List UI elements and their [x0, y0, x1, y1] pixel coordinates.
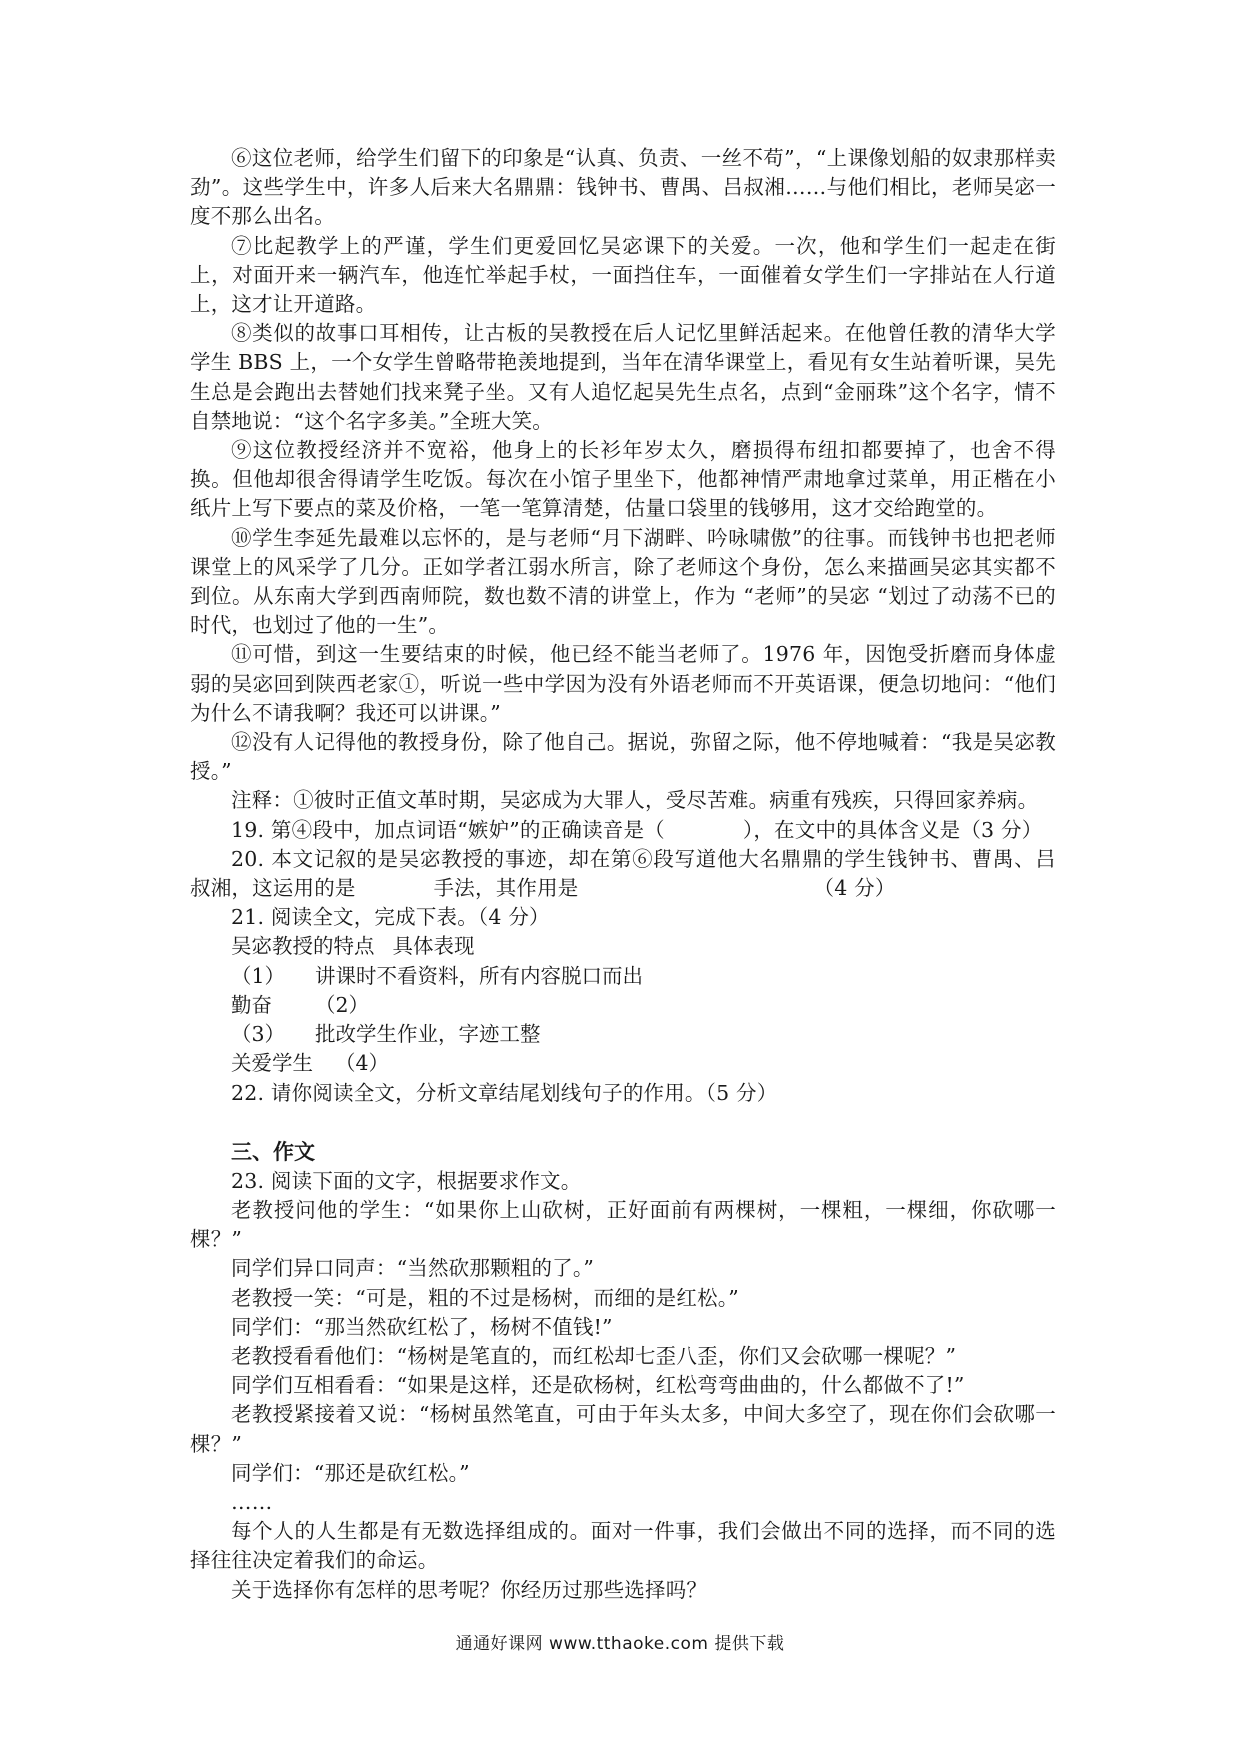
essay-line: 同学们异口同声：“当然砍那颗粗的了。” — [231, 1256, 595, 1281]
essay-line: 同学们：“那还是砍红松。” — [231, 1460, 470, 1485]
paragraph-9: ⑨这位教授经济并不宽裕，他身上的长衫年岁太久，磨损得布纽扣都要掉了，也舍不得换。但他却很舍得请学生吃饭。每次在小馆子里坐下，他都神情严肃地拿过菜单，用正楷在小纸片上写下要点的菜及价格，一笔一笔算清楚，估量口袋里的钱够用，这才交给跑堂的。 — [190, 438, 1056, 521]
question-20-score: （4 分） — [813, 876, 896, 901]
question-20-part-b: 手法，其作用是 — [433, 876, 579, 901]
table-cell-evidence[interactable]: （2） — [315, 992, 370, 1017]
table-cell-trait[interactable]: （3） — [231, 1022, 286, 1047]
paragraph-8: ⑧类似的故事口耳相传，让古板的吴教授在后人记忆里鲜活起来。在他曾任教的清华大学学生 BBS 上，一个女学生曾略带艳羡地提到，当年在清华课堂上，看见有女生站着听课，吴先生总是会跑出去替她们找来凳子坐。又有人追忆起吴先生点名，点到“金丽珠”这个名字，情不自禁地说：“这个名字多美。”全班大笑。 — [190, 321, 1056, 433]
question-21: 21. 阅读全文，完成下表。（4 分） — [231, 905, 550, 930]
table-header-evidence: 具体表现 — [392, 934, 475, 959]
essay-line: …… — [231, 1489, 273, 1514]
question-19-part-a: 19. 第④段中，加点词语“嫉妒”的正确读音是（ — [231, 817, 665, 842]
table-header-trait: 吴宓教授的特点 — [231, 934, 375, 959]
table-row — [190, 991, 1056, 1020]
table-cell-trait[interactable]: （1） — [231, 963, 286, 988]
essay-line: 同学们：“那当然砍红松了，杨树不值钱!” — [231, 1314, 613, 1339]
essay-line: 老教授一笑：“可是，粗的不过是杨树，而细的是红松。” — [231, 1285, 739, 1310]
question-23: 23. 阅读下面的文字，根据要求作文。 — [231, 1168, 582, 1193]
essay-line: 老教授问他的学生：“如果你上山砍树，正好面前有两棵树，一棵粗，一棵细，你砍哪一棵？” — [190, 1197, 1056, 1252]
paragraph-6: ⑥这位老师，给学生们留下的印象是“认真、负责、一丝不苟”，“上课像划船的奴隶那样卖劲”。这些学生中，许多人后来大名鼎鼎：钱钟书、曹禺、吕叔湘……与他们相比，老师吴宓一度不那么出名。 — [190, 146, 1056, 229]
section-title-essay: 三、作文 — [231, 1139, 315, 1164]
question-22: 22. 请你阅读全文，分析文章结尾划线句子的作用。（5 分） — [231, 1080, 778, 1105]
paragraph-10: ⑩学生李延先最难以忘怀的，是与老师“月下湖畔、吟咏啸傲”的往事。而钱钟书也把老师课堂上的风采学了几分。正如学者江弱水所言，除了老师这个身份，怎么来描画吴宓其实都不到位。从东南大学到西南师院，数也数不清的讲堂上，作为 “老师”的吴宓 “划过了动荡不已的时代，也划过了他的一生”。 — [190, 525, 1056, 638]
essay-line: 关于选择你有怎样的思考呢？你经历过那些选择吗？ — [231, 1577, 708, 1602]
table-header-row — [190, 932, 1056, 961]
table-cell-evidence[interactable]: （4） — [335, 1051, 390, 1076]
question-20 — [190, 845, 1056, 903]
table-row — [190, 1049, 1056, 1078]
question-19-part-b: ），在文中的具体含义是（3 分） — [742, 817, 1043, 842]
table-row — [190, 1020, 1056, 1049]
paragraph-12: ⑫没有人记得他的教授身份，除了他自己。据说，弥留之际，他不停地喊着：“我是吴宓教授。” — [190, 730, 1056, 784]
question-20-part-a: 20. 本文记叙的是吴宓教授的事迹，却在第⑥段写道他大名鼎鼎的学生钱钟书、曹禺、吕叔湘，这运用的是 — [190, 846, 1056, 901]
table-header-spacer — [375, 932, 393, 961]
table-cell-evidence: 批改学生作业，字迹工整 — [315, 1022, 541, 1047]
table-row — [190, 962, 1056, 991]
essay-line: 同学们互相看看：“如果是这样，还是砍杨树，红松弯弯曲曲的，什么都做不了!” — [231, 1373, 965, 1398]
question-19 — [190, 816, 1056, 845]
table-cell-evidence: 讲课时不看资料，所有内容脱口而出 — [315, 963, 643, 988]
table-cell-trait: 关爱学生 — [231, 1051, 313, 1076]
footer-source: 通通好课网 www.tthaoke.com 提供下载 — [455, 1634, 785, 1654]
table-cell-trait: 勤奋 — [231, 992, 272, 1017]
paragraph-11: ⑪可惜，到这一生要结束的时候，他已经不能当老师了。1976 年，因饱受折磨而身体虚弱的吴宓回到陕西老家①，听说一些中学因为没有外语老师而不开英语课，便急切地问：“他们为什么不请我啊？我还可以讲课。” — [190, 642, 1056, 725]
essay-line: 每个人的人生都是有无数选择组成的。面对一件事，我们会做出不同的选择，而不同的选择往往决定着我们的命运。 — [190, 1519, 1056, 1573]
essay-line: 老教授看看他们：“杨树是笔直的，而红松却七歪八歪，你们又会砍哪一棵呢？” — [231, 1343, 957, 1368]
footnote: 注释：①彼时正值文革时期，吴宓成为大罪人，受尽苦难。病重有残疾，只得回家养病。 — [231, 788, 1039, 813]
essay-line: 老教授紧接着又说：“杨树虽然笔直，可由于年头太多，中间大多空了，现在你们会砍哪一棵？” — [190, 1402, 1056, 1456]
page-content — [190, 144, 1056, 1605]
paragraph-7: ⑦比起教学上的严谨，学生们更爱回忆吴宓课下的关爱。一次，他和学生们一起走在街上，对面开来一辆汽车，他连忙举起手杖，一面挡住车，一面催着女学生们一字排站在人行道上，这才让开道路。 — [190, 233, 1056, 317]
